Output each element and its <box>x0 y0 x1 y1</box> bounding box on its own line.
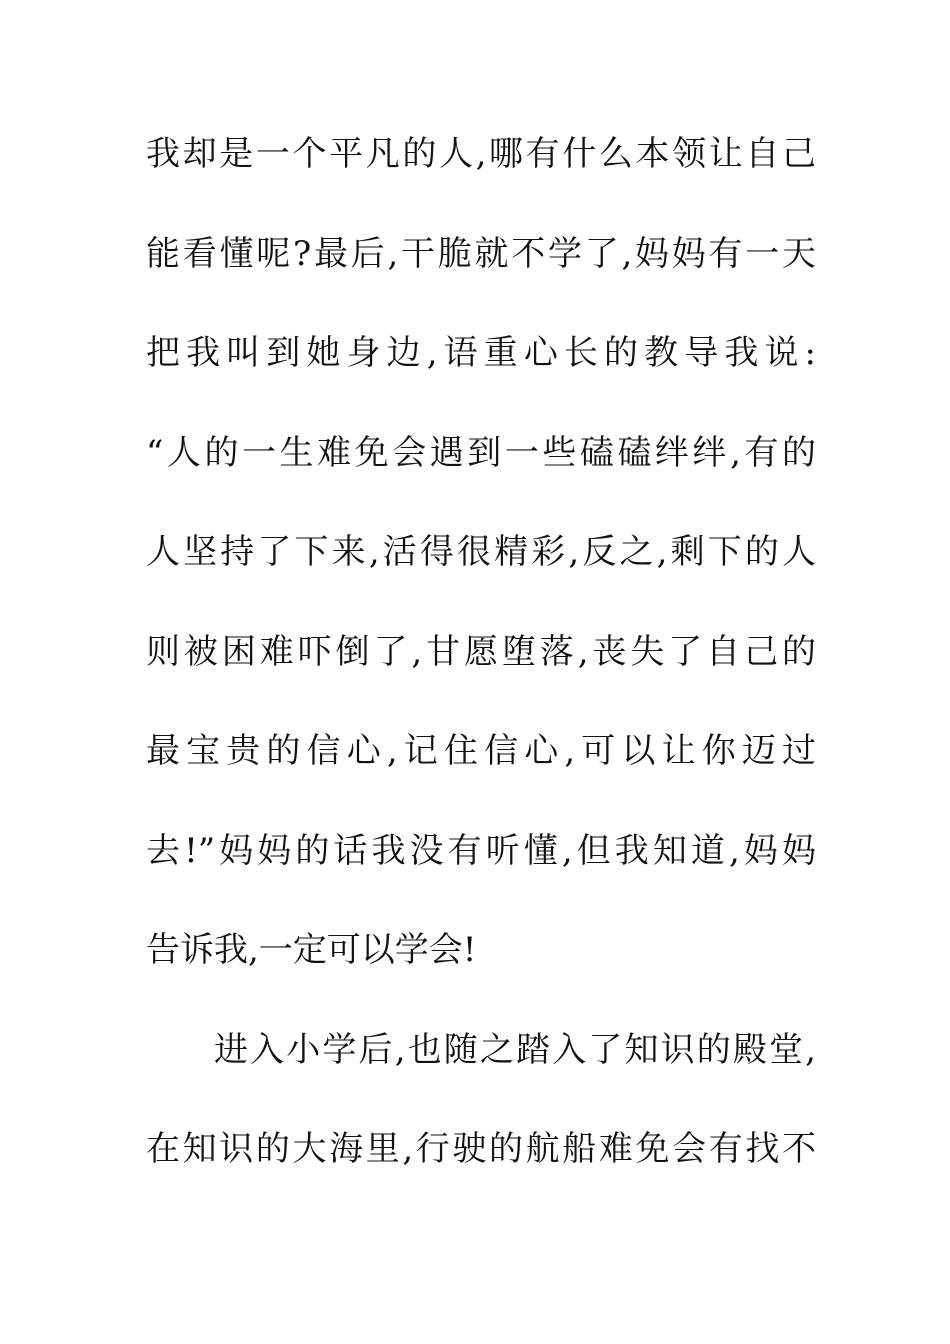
text-line: 最宝贵的信心,记住信心,可以让你迈过 <box>146 731 816 771</box>
text-line: 在知识的大海里,行驶的航船难免会有找不 <box>146 1129 816 1169</box>
text-line: 则被困难吓倒了,甘愿堕落,丧失了自己的 <box>146 631 816 672</box>
text-line: 我却是一个平凡的人,哪有什么本领让自己 <box>146 134 816 174</box>
text-line: “人的一生难免会遇到一些磕磕绊绊,有的 <box>146 432 816 473</box>
document-body <box>146 124 816 1219</box>
paragraph-start-line: 进入小学后,也随之踏入了知识的殿堂, <box>214 1029 816 1070</box>
text-line: 把我叫到她身边,语重心长的教导我说: <box>146 333 816 373</box>
text-line: 能看懂呢?最后,干脆就不学了,妈妈有一天 <box>146 233 816 274</box>
paragraph-end-line: 告诉我,一定可以学会! <box>146 930 477 970</box>
text-line: 去!”妈妈的话我没有听懂,但我知道,妈妈 <box>146 830 816 871</box>
text-line: 人坚持了下来,活得很精彩,反之,剩下的人 <box>146 532 816 572</box>
